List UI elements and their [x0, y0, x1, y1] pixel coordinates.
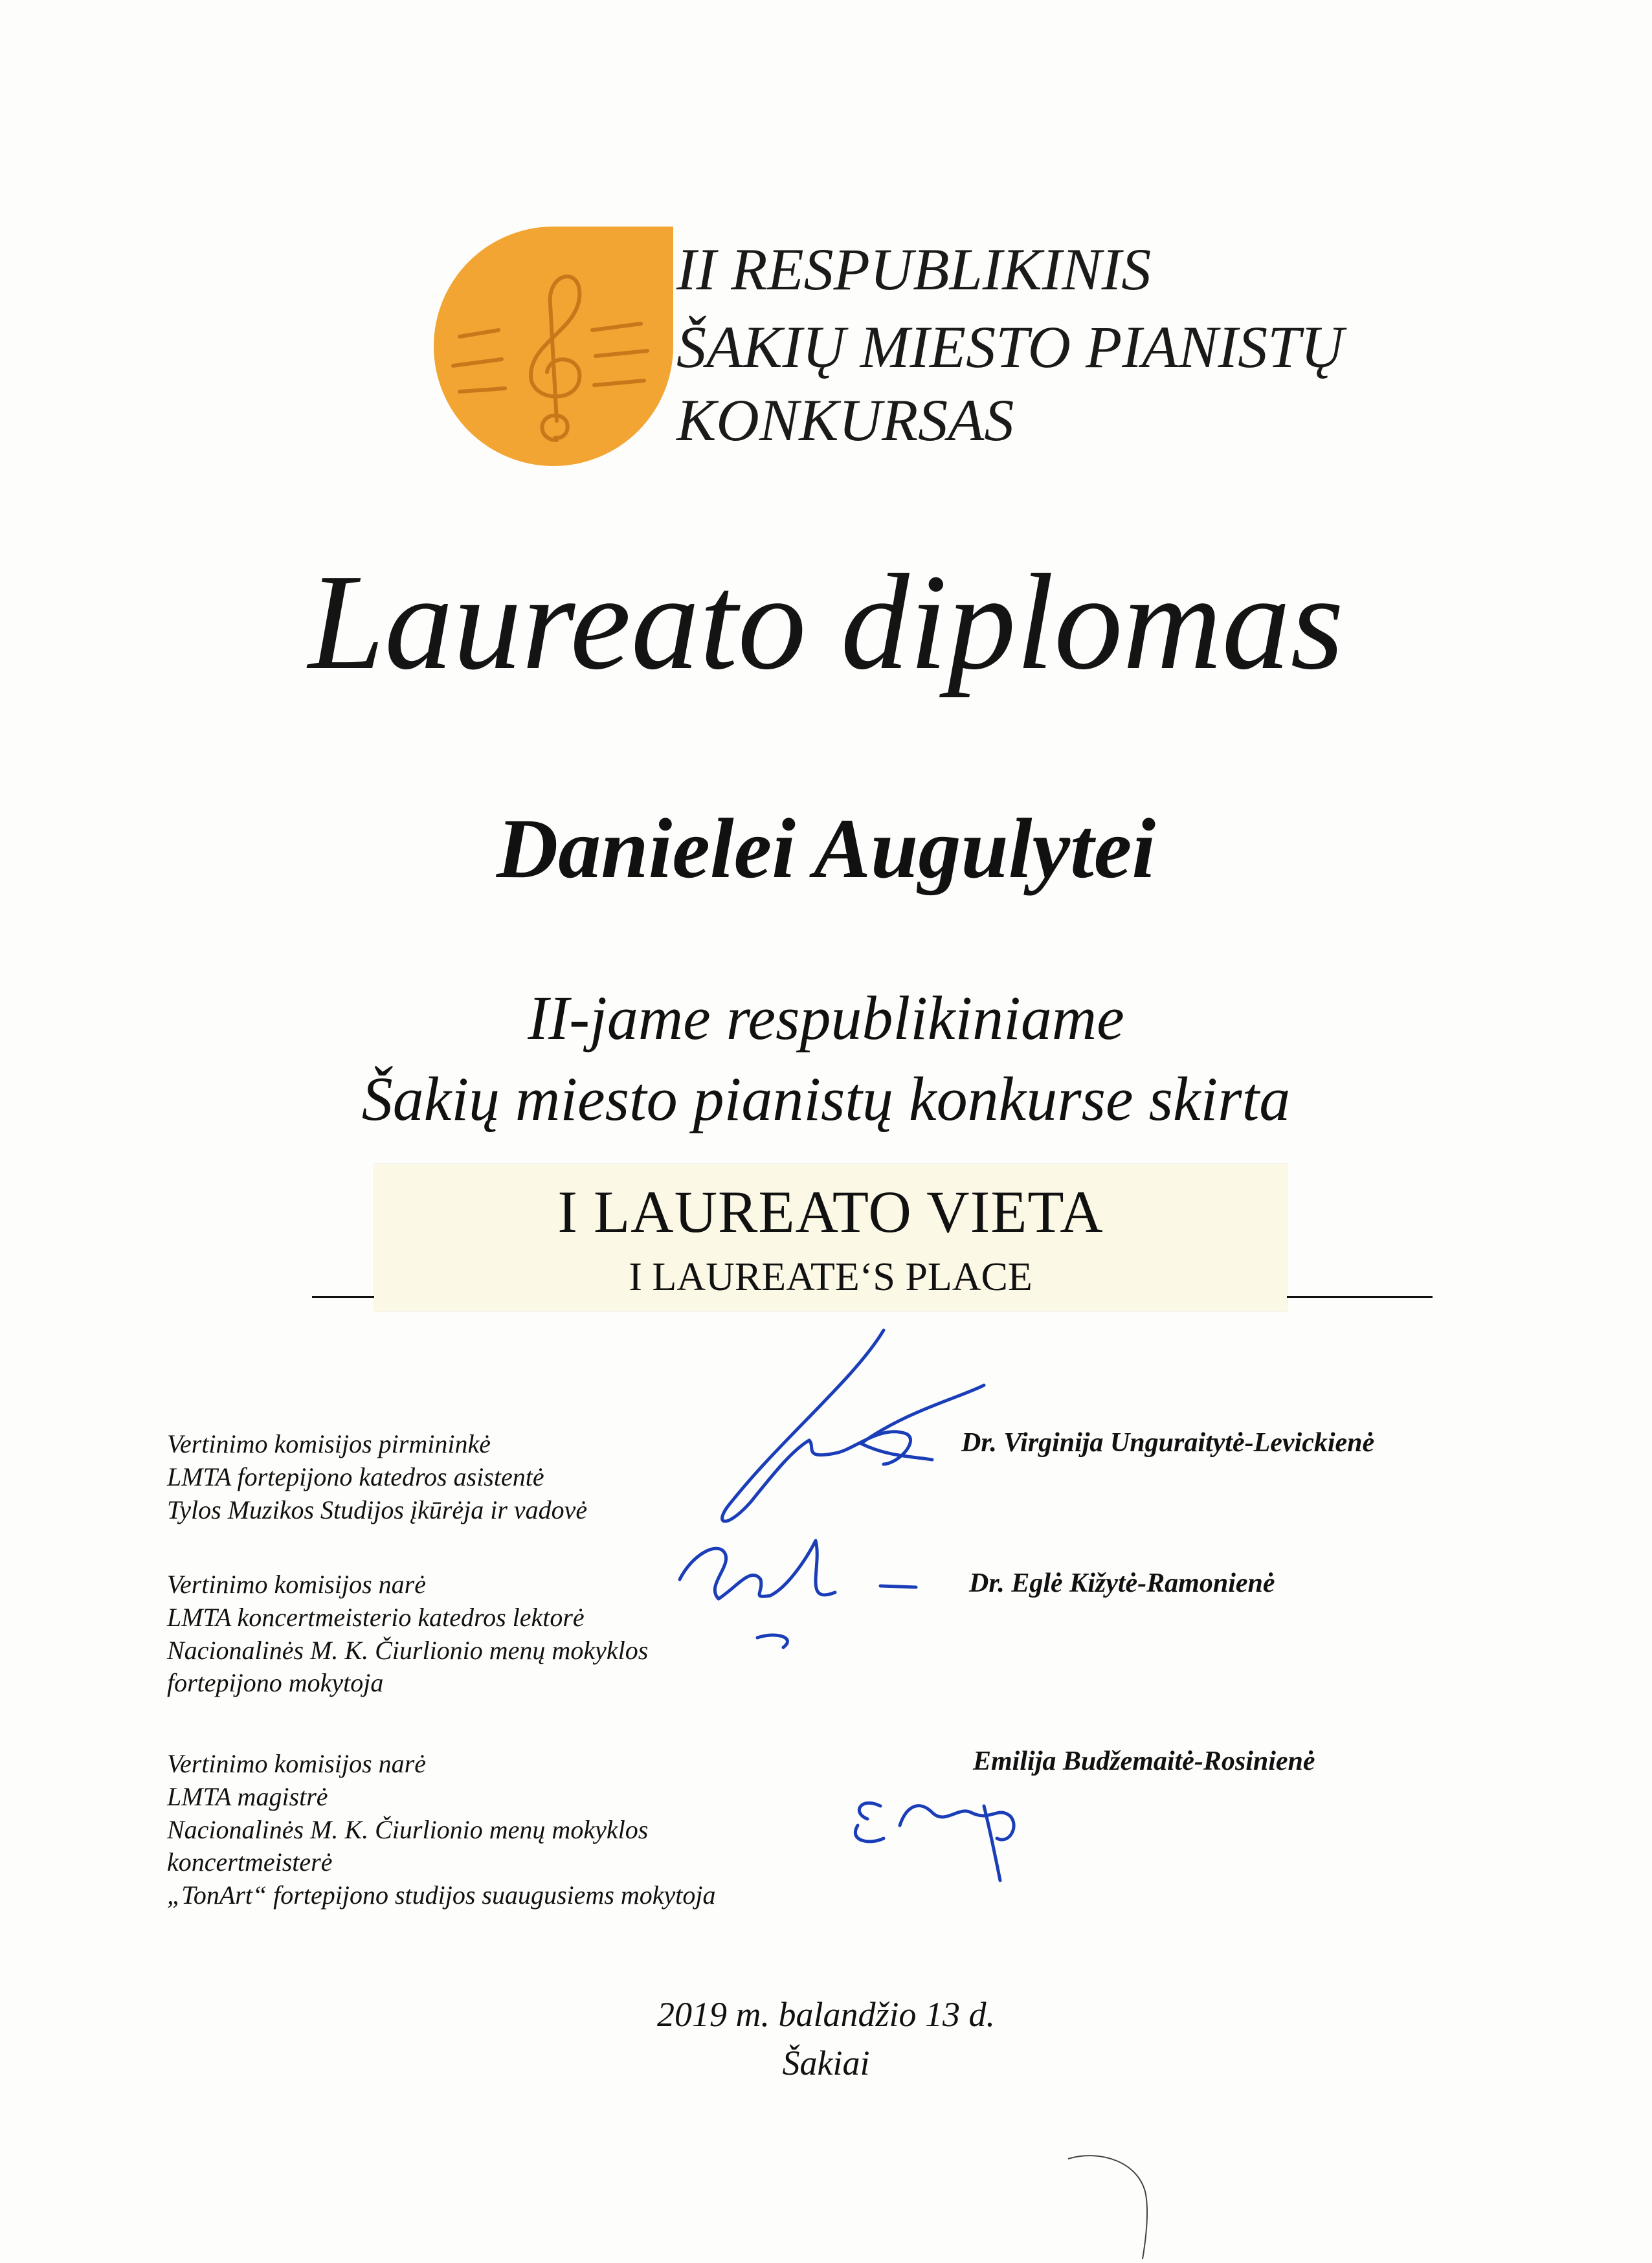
jury-3-role-4: koncertmeisterė [167, 1847, 333, 1877]
jury-3-name: Emilija Budžemaitė-Rosinienė [973, 1746, 1315, 1776]
place-main: I LAUREATO VIETA [557, 1179, 1104, 1245]
jury-2-role-3: Nacionalinės M. K. Čiurlionio menų mokyklos [167, 1635, 649, 1665]
header-line-2: ŠAKIŲ MIESTO PIANISTŲ [676, 314, 1344, 380]
recipient-name: Danielei Augulytei [496, 801, 1156, 896]
signature-3 [855, 1803, 1014, 1880]
header-line-1: II RESPUBLIKINIS [676, 236, 1152, 302]
signature-2 [680, 1541, 916, 1647]
award-text-line-2: Šakių miesto pianistų konkurse skirta [361, 1064, 1291, 1133]
jury-3-role-3: Nacionalinės M. K. Čiurlionio menų mokyklos [167, 1814, 649, 1844]
award-text-line-1: II-jame respublikiniame [528, 983, 1124, 1053]
jury-2-role-1: Vertinimo komisijos narė [167, 1570, 426, 1599]
header-line-3: KONKURSAS [676, 387, 1014, 453]
page-mark [1068, 2156, 1147, 2259]
diploma-title: Laureato diplomas [308, 546, 1344, 698]
place-sub: I LAUREATE‘S PLACE [629, 1255, 1032, 1299]
jury-3-role-1: Vertinimo komisijos narė [167, 1749, 426, 1778]
jury-2-role-4: fortepijono mokytoja [167, 1668, 384, 1698]
jury-3-role-2: LMTA magistrė [167, 1781, 328, 1811]
jury-2-role-2: LMTA koncertmeisterio katedros lektorė [167, 1602, 585, 1632]
signature-1 [722, 1330, 984, 1521]
jury-3-role-5: „TonArt“ fortepijono studijos suaugusiems mokytoja [167, 1880, 716, 1910]
footer-date: 2019 m. balandžio 13 d. [656, 1995, 996, 2034]
footer-place: Šakiai [782, 2044, 870, 2082]
jury-1-role-1: Vertinimo komisijos pirmininkė [167, 1429, 491, 1458]
jury-1-name: Dr. Virginija Unguraitytė-Levickienė [961, 1428, 1375, 1458]
jury-1-role-2: LMTA fortepijono katedros asistentė [167, 1462, 544, 1491]
jury-2-name: Dr. Eglė Kižytė-Ramonienė [969, 1568, 1275, 1598]
jury-1-role-3: Tylos Muzikos Studijos įkūrėja ir vadovė [167, 1495, 588, 1524]
